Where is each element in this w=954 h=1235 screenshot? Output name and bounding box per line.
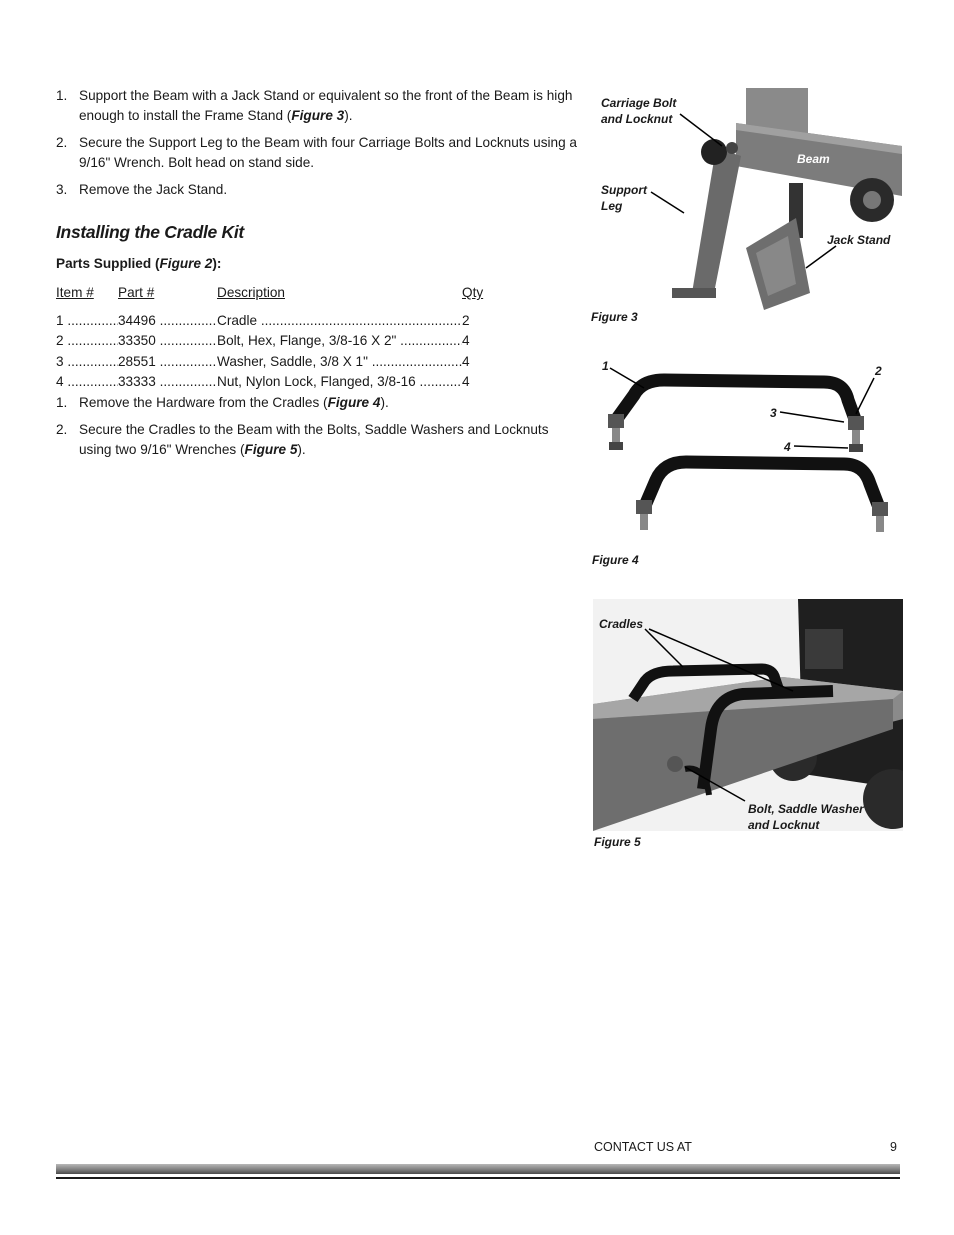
parts-table-header: Item # Part # Description Qty (56, 285, 484, 300)
callout-cradles: Cradles (599, 617, 644, 631)
callout-bolt-saddle-washer: Bolt, Saddle Washer and Locknut (748, 802, 864, 832)
install-step-2: 2. Secure the Support Leg to the Beam with four Carriage Bolts and Locknuts using a 9/16" Wrench. Bolt head on stand side. (56, 135, 577, 170)
figure-5-reference: Figure 5 (244, 441, 298, 457)
table-row: 1 ..... 34496 ..... Cradle ..... 2 (56, 311, 486, 332)
figure-5-caption: Figure 5 (594, 835, 641, 849)
main-text-column (56, 86, 581, 467)
figure-4-caption: Figure 4 (592, 553, 639, 567)
install-step-3: 3. Remove the Jack Stand. (56, 182, 228, 197)
cradle-step-2: 2. Secure the Cradles to the Beam with the Bolts, Saddle Washers and Locknuts using two 9/16" Wrenches (Figure 5). (56, 421, 549, 457)
figure-4-image (594, 360, 900, 550)
parts-table (56, 283, 486, 393)
figure-3-caption: Figure 3 (591, 310, 638, 324)
install-frame-steps (56, 86, 581, 200)
figure-4-reference: Figure 4 (327, 394, 381, 410)
callout-beam: Beam (797, 152, 830, 166)
callout-carriage-bolt: Carriage Bolt and Locknut (601, 96, 677, 126)
footer-contact: CONTACT US AT (594, 1140, 692, 1154)
callout-2: 2 (875, 364, 882, 378)
table-row: 2 ..... 33350 ..... Bolt, Hex, Flange, 3/8-16 X 2" ..... 4 (56, 331, 486, 352)
table-row: 3 ..... 28551 ..... Washer, Saddle, 3/8 X 1" ..... 4 (56, 352, 486, 373)
footer-bar (56, 1164, 900, 1174)
table-row: 4 ..... 33333 ..... Nut, Nylon Lock, Flanged, 3/8-16 ..... 4 (56, 372, 486, 393)
callout-jack-stand: Jack Stand (827, 233, 891, 247)
callout-1: 1 (602, 359, 609, 373)
callout-3: 3 (770, 406, 777, 420)
parts-supplied-heading: Parts Supplied (Figure 2): (56, 256, 222, 271)
install-step-1: 1. Support the Beam with a Jack Stand or equivalent so the front of the Beam is high enough to install the Frame Stand (Figure 3). (56, 88, 573, 123)
callout-support-leg: Support Leg (601, 183, 647, 213)
figure-5-image (593, 599, 903, 831)
callout-4: 4 (784, 440, 791, 454)
cradle-steps (56, 393, 581, 460)
footer-rule (56, 1177, 900, 1179)
figure-3-reference: Figure 3 (291, 108, 345, 123)
page-number: 9 (890, 1140, 897, 1154)
cradle-step-1: 1. Remove the Hardware from the Cradles (Figure 4). (56, 394, 389, 410)
section-title: Installing the Cradle Kit (56, 222, 244, 242)
